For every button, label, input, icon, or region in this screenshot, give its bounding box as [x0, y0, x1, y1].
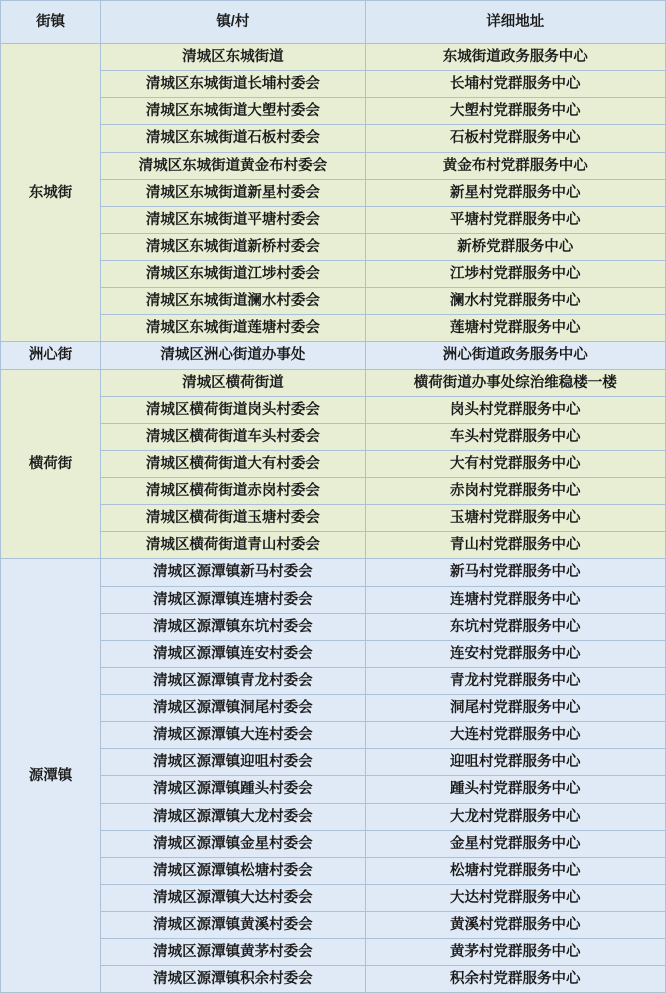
- village-cell: 清城区源潭镇东坑村委会: [101, 613, 365, 640]
- table-row: [1, 450, 666, 477]
- table-row: [1, 396, 666, 423]
- table-row: [1, 939, 666, 966]
- address-cell: 黄溪村党群服务中心: [365, 912, 665, 939]
- table-row: [1, 613, 666, 640]
- village-cell: 清城区源潭镇迎咀村委会: [101, 749, 365, 776]
- table-row: [1, 532, 666, 559]
- table-row: [1, 857, 666, 884]
- address-cell: 大达村党群服务中心: [365, 884, 665, 911]
- table-row: [1, 749, 666, 776]
- table-row: [1, 125, 666, 152]
- table-row: [1, 423, 666, 450]
- table-header: [1, 1, 666, 44]
- village-cell: 清城区东城街道莲塘村委会: [101, 315, 365, 342]
- village-cell: 清城区源潭镇松塘村委会: [101, 857, 365, 884]
- village-cell: 清城区源潭镇青龙村委会: [101, 667, 365, 694]
- table-row: [1, 803, 666, 830]
- table-row: [1, 884, 666, 911]
- address-cell: 新星村党群服务中心: [365, 179, 665, 206]
- table-row: [1, 315, 666, 342]
- address-cell: 横荷街道办事处综治维稳楼一楼: [365, 369, 665, 396]
- address-cell: 积余村党群服务中心: [365, 966, 665, 993]
- address-cell: 大连村党群服务中心: [365, 722, 665, 749]
- village-cell: 清城区东城街道黄金布村委会: [101, 152, 365, 179]
- table-row: [1, 586, 666, 613]
- address-cell: 车头村党群服务中心: [365, 423, 665, 450]
- address-cell: 莲塘村党群服务中心: [365, 315, 665, 342]
- village-cell: 清城区横荷街道大有村委会: [101, 450, 365, 477]
- address-cell: 大塱村党群服务中心: [365, 98, 665, 125]
- table-row: [1, 667, 666, 694]
- address-cell: 岗头村党群服务中心: [365, 396, 665, 423]
- village-cell: 清城区源潭镇连安村委会: [101, 640, 365, 667]
- street-group-cell: 源潭镇: [1, 559, 101, 993]
- village-cell: 清城区源潭镇新马村委会: [101, 559, 365, 586]
- table-row: [1, 830, 666, 857]
- village-cell: 清城区横荷街道车头村委会: [101, 423, 365, 450]
- address-cell: 江埗村党群服务中心: [365, 261, 665, 288]
- table-row: [1, 695, 666, 722]
- address-cell: 青山村党群服务中心: [365, 532, 665, 559]
- street-group-cell: 洲心街: [1, 342, 101, 369]
- address-cell: 金星村党群服务中心: [365, 830, 665, 857]
- village-cell: 清城区源潭镇黄茅村委会: [101, 939, 365, 966]
- address-cell: 踵头村党群服务中心: [365, 776, 665, 803]
- village-cell: 清城区横荷街道: [101, 369, 365, 396]
- village-cell: 清城区东城街道新星村委会: [101, 179, 365, 206]
- village-cell: 清城区东城街道江埗村委会: [101, 261, 365, 288]
- address-cell: 东坑村党群服务中心: [365, 613, 665, 640]
- table-row: [1, 722, 666, 749]
- village-cell: 清城区东城街道石板村委会: [101, 125, 365, 152]
- village-cell: 清城区源潭镇黄溪村委会: [101, 912, 365, 939]
- table-row: [1, 98, 666, 125]
- table-row: [1, 179, 666, 206]
- address-cell: 澜水村党群服务中心: [365, 288, 665, 315]
- column-header-village: 镇/村: [101, 1, 365, 44]
- address-cell: 新马村党群服务中心: [365, 559, 665, 586]
- table-row: [1, 505, 666, 532]
- village-cell: 清城区源潭镇大龙村委会: [101, 803, 365, 830]
- village-cell: 清城区东城街道澜水村委会: [101, 288, 365, 315]
- table-row: [1, 776, 666, 803]
- table-row: [1, 559, 666, 586]
- table-row: [1, 261, 666, 288]
- address-cell: 洲心街道政务服务中心: [365, 342, 665, 369]
- table-row: [1, 640, 666, 667]
- table-row: [1, 288, 666, 315]
- street-group-cell: 横荷街: [1, 369, 101, 559]
- address-cell: 黄金布村党群服务中心: [365, 152, 665, 179]
- address-cell: 东城街道政务服务中心: [365, 44, 665, 71]
- table-header-row: [1, 1, 666, 44]
- village-cell: 清城区东城街道大塱村委会: [101, 98, 365, 125]
- village-cell: 清城区洲心街道办事处: [101, 342, 365, 369]
- street-group-cell: 东城街: [1, 44, 101, 342]
- address-cell: 青龙村党群服务中心: [365, 667, 665, 694]
- column-header-street: 街镇: [1, 1, 101, 44]
- village-cell: 清城区横荷街道青山村委会: [101, 532, 365, 559]
- table-row: [1, 44, 666, 71]
- village-cell: 清城区东城街道平塘村委会: [101, 206, 365, 233]
- address-cell: 洞尾村党群服务中心: [365, 695, 665, 722]
- address-cell: 赤岗村党群服务中心: [365, 478, 665, 505]
- address-cell: 石板村党群服务中心: [365, 125, 665, 152]
- village-cell: 清城区源潭镇积余村委会: [101, 966, 365, 993]
- table-row: [1, 206, 666, 233]
- address-cell: 大有村党群服务中心: [365, 450, 665, 477]
- column-header-address: 详细地址: [365, 1, 665, 44]
- village-cell: 清城区横荷街道赤岗村委会: [101, 478, 365, 505]
- village-cell: 清城区东城街道: [101, 44, 365, 71]
- table-row: [1, 478, 666, 505]
- address-cell: 松塘村党群服务中心: [365, 857, 665, 884]
- table-row: [1, 369, 666, 396]
- table-row: [1, 342, 666, 369]
- address-cell: 大龙村党群服务中心: [365, 803, 665, 830]
- address-cell: 新桥党群服务中心: [365, 233, 665, 260]
- table-body: [1, 44, 666, 993]
- table-row: [1, 152, 666, 179]
- address-cell: 平塘村党群服务中心: [365, 206, 665, 233]
- village-cell: 清城区源潭镇连塘村委会: [101, 586, 365, 613]
- village-cell: 清城区源潭镇大连村委会: [101, 722, 365, 749]
- table-row: [1, 912, 666, 939]
- village-cell: 清城区横荷街道玉塘村委会: [101, 505, 365, 532]
- village-cell: 清城区源潭镇洞尾村委会: [101, 695, 365, 722]
- village-cell: 清城区源潭镇大达村委会: [101, 884, 365, 911]
- village-cell: 清城区横荷街道岗头村委会: [101, 396, 365, 423]
- village-cell: 清城区东城街道长埔村委会: [101, 71, 365, 98]
- address-cell: 连安村党群服务中心: [365, 640, 665, 667]
- address-cell: 玉塘村党群服务中心: [365, 505, 665, 532]
- village-cell: 清城区源潭镇踵头村委会: [101, 776, 365, 803]
- address-cell: 连塘村党群服务中心: [365, 586, 665, 613]
- address-cell: 迎咀村党群服务中心: [365, 749, 665, 776]
- address-cell: 黄茅村党群服务中心: [365, 939, 665, 966]
- address-cell: 长埔村党群服务中心: [365, 71, 665, 98]
- village-cell: 清城区源潭镇金星村委会: [101, 830, 365, 857]
- table-row: [1, 966, 666, 993]
- village-cell: 清城区东城街道新桥村委会: [101, 233, 365, 260]
- table-row: [1, 71, 666, 98]
- table-row: [1, 233, 666, 260]
